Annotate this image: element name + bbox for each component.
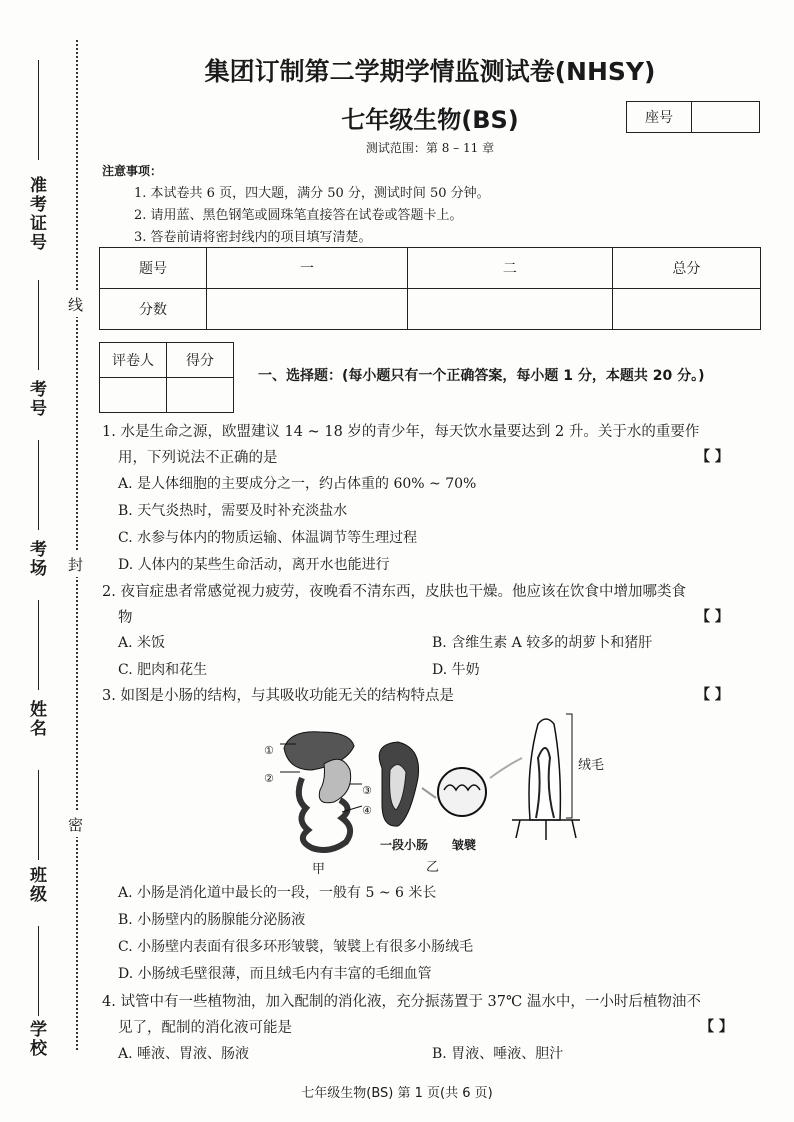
field-line-number: [38, 280, 39, 370]
question-2-answer-bracket[interactable]: 【 】: [696, 609, 729, 625]
grader-table: [99, 342, 234, 413]
question-1-option-a: A. 是人体细胞的主要成分之一，约占体重的 60% ~ 70%: [118, 476, 477, 492]
score-table: [99, 247, 761, 330]
villus-shape: [529, 719, 560, 820]
marker-2: ②: [264, 772, 274, 785]
question-4-answer-bracket[interactable]: 【 】: [700, 1019, 733, 1035]
label-yi: 乙: [426, 860, 440, 875]
question-3-option-c: C. 小肠壁内表面有很多环形皱襞，皱襞上有很多小肠绒毛: [118, 939, 474, 955]
question-1-line-1: 1. 水是生命之源，欧盟建议 14 ~ 18 岁的青少年，每天饮水量要达到 2 升。关于水的重要作: [102, 424, 700, 440]
fold-circle: [438, 768, 486, 816]
marker-1: ①: [264, 744, 274, 757]
question-3-option-d: D. 小肠绒毛壁很薄，而且绒毛内有丰富的毛细血管: [118, 966, 432, 982]
seat-number-label: 座号: [627, 102, 692, 132]
label-jia: 甲: [312, 862, 326, 877]
score-header-question: 题号: [100, 248, 207, 289]
score-row-label: 分数: [100, 289, 207, 330]
exam-scope: 测试范围：第 8 – 11 章: [365, 141, 495, 155]
score-header-total: 总分: [612, 248, 760, 289]
question-4-line-2: 见了，配制的消化液可能是: [118, 1020, 292, 1036]
label-segment: 一段小肠: [380, 838, 429, 852]
arrow-2: [490, 758, 522, 778]
question-2-option-c: C. 肥肉和花生: [118, 662, 208, 678]
villus-bracket: [566, 714, 572, 818]
question-4-option-a: A. 唾液、胃液、肠液: [118, 1046, 250, 1062]
page-footer: 七年级生物(BS) 第 1 页(共 6 页): [301, 1086, 493, 1101]
field-line-room: [38, 440, 39, 530]
field-line-exam-id: [38, 60, 39, 160]
seal-char-line: 线: [68, 292, 83, 317]
question-3-answer-bracket[interactable]: 【 】: [696, 687, 729, 703]
score-cell-part2[interactable]: [407, 289, 612, 330]
field-class-label: 班级: [26, 866, 46, 904]
question-2-option-a: A. 米饭: [118, 635, 166, 651]
field-line-name: [38, 600, 39, 690]
field-number-label: 考号: [26, 380, 46, 418]
field-school-label: 学校: [26, 1020, 46, 1058]
question-1-option-c: C. 水参与体内的物质运输、体温调节等生理过程: [118, 530, 418, 546]
question-2-line-2: 物: [118, 610, 133, 626]
field-line-school: [38, 926, 39, 1016]
score-header-part2: 二: [407, 248, 612, 289]
villus-base: [512, 820, 580, 840]
question-2-option-d: D. 牛奶: [432, 662, 480, 678]
question-4-option-b: B. 胃液、唾液、胆汁: [432, 1046, 564, 1062]
arrow-1: [422, 788, 436, 798]
score-table-score-row: [100, 289, 761, 330]
question-2-option-b: B. 含维生素 A 较多的胡萝卜和猪肝: [432, 635, 653, 651]
notice-item-2: 2. 请用蓝、黑色钢笔或圆珠笔直接答在试卷或答题卡上。: [134, 208, 463, 223]
score-cell-total[interactable]: [612, 289, 760, 330]
points-label: 得分: [167, 343, 234, 378]
field-line-class: [38, 770, 39, 860]
marker-4: ④: [362, 804, 372, 817]
binding-margin: [0, 0, 84, 1122]
score-table-header-row: [100, 248, 761, 289]
notice-item-3: 3. 答卷前请将密封线内的项目填写清楚。: [134, 230, 372, 245]
question-1-option-b: B. 天气炎热时，需要及时补充淡盐水: [118, 503, 348, 519]
question-2-line-1: 2. 夜盲症患者常感觉视力疲劳，夜晚看不清东西，皮肤也干燥。他应该在饮食中增加哪类食: [102, 584, 686, 600]
score-header-part1: 一: [207, 248, 408, 289]
field-name-label: 姓名: [26, 700, 46, 738]
intestine-diagram-svg: [250, 708, 630, 878]
seal-dotted-line: [76, 40, 78, 1050]
small-intestine-figure: [250, 708, 630, 878]
label-villi: 绒毛: [578, 758, 605, 773]
label-fold: 皱襞: [452, 838, 477, 852]
field-exam-id-label: 准考证号: [26, 176, 46, 252]
field-room-label: 考场: [26, 540, 46, 578]
grader-cell[interactable]: [100, 378, 167, 413]
seat-number-box: [626, 101, 760, 133]
points-cell[interactable]: [167, 378, 234, 413]
score-cell-part1[interactable]: [207, 289, 408, 330]
marker-3: ③: [362, 784, 372, 797]
question-3-option-b: B. 小肠壁内的肠腺能分泌肠液: [118, 912, 306, 928]
question-3-line-1: 3. 如图是小肠的结构，与其吸收功能无关的结构特点是: [102, 688, 454, 704]
question-3-option-a: A. 小肠是消化道中最长的一段，一般有 5 ~ 6 米长: [118, 885, 437, 901]
section-1-heading: 一、选择题：(每小题只有一个正确答案，每小题 1 分，本题共 20 分。): [258, 368, 705, 384]
exam-title: 集团订制第二学期学情监测试卷(NHSY): [204, 57, 656, 86]
question-4-line-1: 4. 试管中有一些植物油，加入配制的消化液，充分振荡置于 37℃ 温水中，一小时后植物油不: [102, 994, 701, 1010]
notice-title: 注意事项：: [102, 164, 163, 178]
seal-char-seal: 封: [68, 552, 83, 577]
grader-label: 评卷人: [100, 343, 167, 378]
seal-char-secret: 密: [68, 812, 83, 837]
seat-number-field[interactable]: [692, 102, 759, 132]
question-1-line-2: 用，下列说法不正确的是: [118, 450, 278, 466]
stomach-shape: [319, 759, 350, 803]
question-1-answer-bracket[interactable]: 【 】: [696, 449, 729, 465]
notice-item-1: 1. 本试卷共 6 页，四大题，满分 50 分，测试时间 50 分钟。: [134, 186, 490, 201]
question-1-option-d: D. 人体内的某些生命活动，离开水也能进行: [118, 557, 390, 573]
exam-subtitle: 七年级生物(BS): [341, 106, 519, 134]
